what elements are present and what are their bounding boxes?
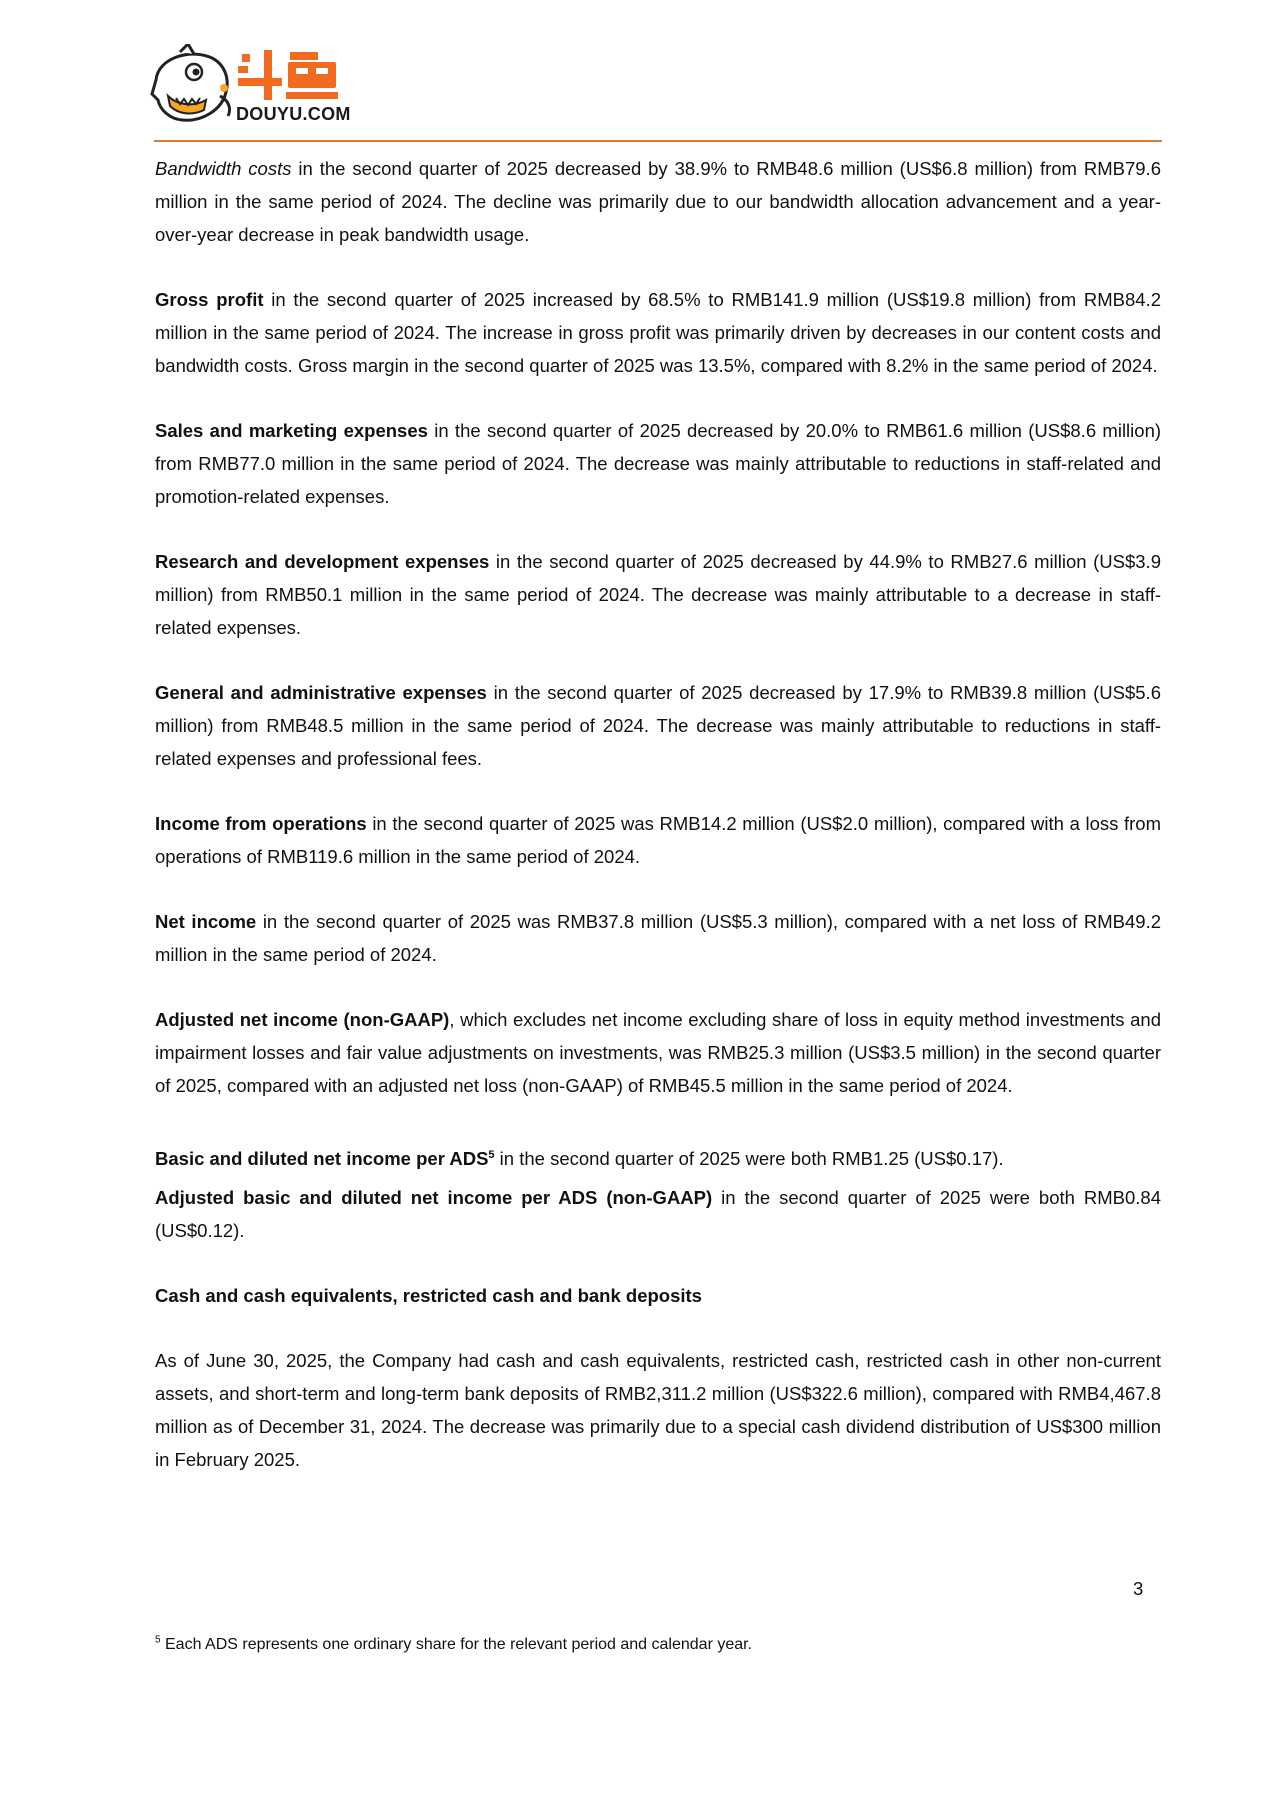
paragraph-text: , which excludes net income excluding share of loss in equity method investments and impairment losses and fair value adjustments on investments, was RMB25.3 million (US$3.5 million) in the second quarter of 2025, compared with an adjusted net loss (non-GAAP) of RMB45.5 million in the same period of 2024. [155,1009,1161,1096]
paragraph-text: in the second quarter of 2025 decreased by 17.9% to RMB39.8 million (US$5.6 million) from RMB48.5 million in the same period of 2024. The decrease was mainly attributable to reductions in staff-related expenses and professional fees. [155,682,1161,769]
paragraph-sales-marketing [155,414,1161,513]
paragraph-adjusted-per-ads [155,1181,1161,1247]
page-number: 3 [1133,1578,1144,1599]
paragraph-net-income [155,905,1161,971]
logo-wordmark: DOUYU.COM [236,104,351,124]
paragraph-general-administrative [155,676,1161,775]
term-sales-marketing: Sales and marketing expenses [155,420,428,441]
footnote [155,1636,752,1654]
paragraph-cash: As of June 30, 2025, the Company had cash and cash equivalents, restricted cash, restricted cash in other non-current assets, and short-term and long-term bank deposits of RMB2,311.2 million (US$322.6 million), compared with RMB4,467.8 million as of December 31, 2024. The decrease was primarily due to a special cash dividend distribution of US$300 million in February 2025. [155,1350,1161,1470]
paragraph-text: in the second quarter of 2025 increased by 68.5% to RMB141.9 million (US$19.8 million) from RMB84.2 million in the same period of 2024. The increase in gross profit was primarily driven by decreases in our content costs and bandwidth costs. Gross margin in the second quarter of 2025 was 13.5%, compared with 8.2% in the same period of 2024. [155,289,1161,376]
paragraph-text: in the second quarter of 2025 decreased by 20.0% to RMB61.6 million (US$8.6 million) from RMB77.0 million in the same period of 2024. The decrease was mainly attributable to reductions in staff-related and promotion-related expenses. [155,420,1162,507]
term-adjusted-net-income: Adjusted net income (non-GAAP) [155,1009,450,1030]
term-income-operations: Income from operations [155,813,367,834]
paragraph-gross-profit [155,283,1161,382]
footnote-reference: 5 [488,1148,495,1161]
paragraph-adjusted-net-income [155,1003,1161,1102]
paragraph-text: in the second quarter of 2025 were both RMB1.25 (US$0.17). [494,1148,1004,1169]
paragraph-text: in the second quarter of 2025 decreased by 38.9% to RMB48.6 million (US$6.8 million) from RMB79.6 million in the same period of 2024. The decline was primarily due to our bandwidth allocation advancement and a year-over-year decrease in peak bandwidth usage. [155,158,1161,245]
term-adjusted-per-ads: Adjusted basic and diluted net income per ADS (non-GAAP) [155,1187,713,1208]
term-gross-profit: Gross profit [155,289,264,310]
paragraph-net-income-per-ads [155,1142,1161,1175]
paragraph-text: in the second quarter of 2025 was RMB14.2 million (US$2.0 million), compared with a loss from operations of RMB119.6 million in the same period of 2024. [155,813,1161,867]
page-body [155,152,1161,1508]
paragraph-text: in the second quarter of 2025 decreased by 44.9% to RMB27.6 million (US$3.9 million) from RMB50.1 million in the same period of 2024. The decrease was mainly attributable to a decrease in staff-related expenses. [155,551,1161,638]
shark-mascot-icon [152,44,230,120]
douyu-logo-glyphs [238,50,338,100]
term-general-administrative: General and administrative expenses [155,682,487,703]
paragraph-income-operations [155,807,1161,873]
paragraph-text: in the second quarter of 2025 was RMB37.8 million (US$5.3 million), compared with a net loss of RMB49.2 million in the same period of 2024. [155,911,1161,965]
term-research-development: Research and development expenses [155,551,490,572]
term-net-income-per-ads: Basic and diluted net income per ADS [155,1148,489,1169]
section-heading-cash: Cash and cash equivalents, restricted cash and bank deposits [155,1285,702,1306]
footnote-mark: 5 [155,1634,161,1646]
paragraph-bandwidth-costs [155,152,1161,251]
term-net-income: Net income [155,911,257,932]
paragraph-text: in the second quarter of 2025 were both RMB0.84 (US$0.12). [155,1187,1162,1241]
term-bandwidth-costs: Bandwidth costs [155,158,292,179]
paragraph-research-development [155,545,1161,644]
header-divider [154,140,1162,142]
footnote-text: Each ADS represents one ordinary share for the relevant period and calendar year. [160,1636,753,1653]
